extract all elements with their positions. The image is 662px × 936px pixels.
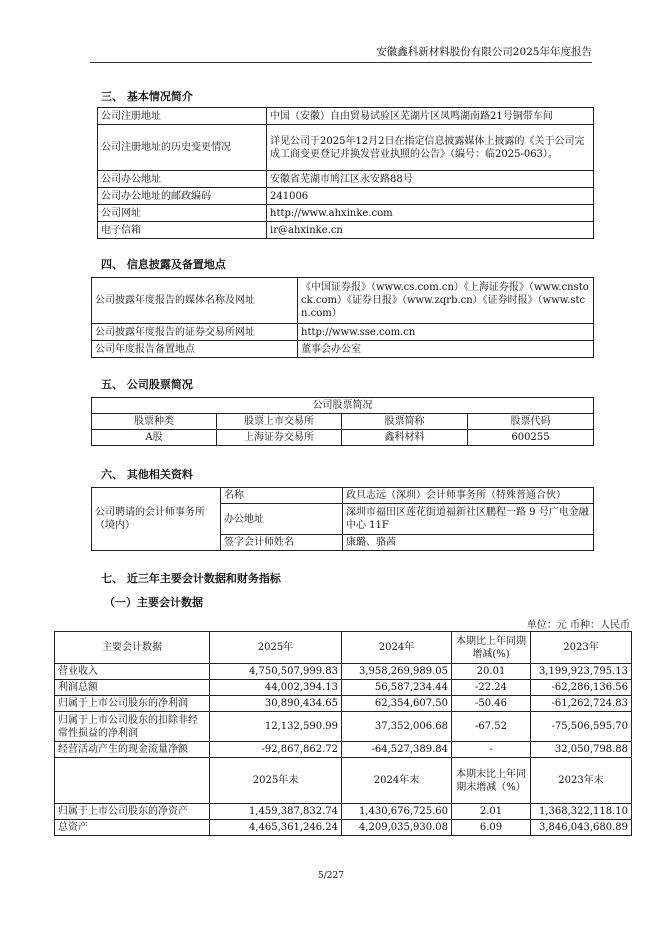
table-cell: 3,958,269,989.05	[342, 664, 452, 680]
row-value: 详见公司于2025年12月2日在指定信息披露媒体上披露的《关于公司完成工商变更登记并换发营业执照的公告》（编号：临2025-063）。	[267, 125, 594, 171]
row-label: 归属于上市公司股东的净资产	[55, 804, 210, 820]
column-header	[55, 758, 210, 804]
table-cell: 20.01	[452, 664, 531, 680]
unit-note: 单位：元 币种：人民币	[526, 620, 630, 631]
table-cell: 1,368,322,118.10	[531, 804, 632, 820]
table-row	[55, 742, 632, 758]
stock-table	[91, 397, 594, 446]
table-row	[98, 125, 594, 171]
row-label: 公司披露年度报告的证券交易所网址	[92, 324, 298, 341]
table-row	[92, 430, 594, 446]
table-row	[55, 664, 632, 680]
page-number: 5/227	[318, 871, 344, 881]
table-cell: 62,354,607.50	[342, 696, 452, 712]
table-cell: A股	[92, 430, 217, 446]
table-row	[92, 488, 594, 504]
table-cell: 1,430,676,725.60	[342, 804, 452, 820]
column-header: 2024年	[342, 632, 452, 664]
table-cell: 12,132,590.99	[210, 712, 342, 742]
row-value: 241006	[267, 188, 594, 205]
table-row	[98, 108, 594, 125]
table-row	[55, 804, 632, 820]
table-cell: 44,002,394.13	[210, 680, 342, 696]
row-label: 公司注册地址的历史变更情况	[98, 125, 267, 171]
row-label: 公司网址	[98, 205, 267, 222]
table-cell: 600255	[468, 430, 594, 446]
row-label: 归属于上市公司股东的净利润	[55, 696, 210, 712]
table-cell: -67.52	[452, 712, 531, 742]
table-row	[55, 680, 632, 696]
column-header: 2023年末	[531, 758, 632, 804]
table-cell: -61,262,724.83	[531, 696, 632, 712]
row-value: 中国（安徽）自由贸易试验区芜湖片区凤鸣湖南路21号铜带车间	[267, 108, 594, 125]
column-header: 主要会计数据	[55, 632, 210, 664]
table-row	[92, 341, 594, 358]
table-cell: -75,506,595.70	[531, 712, 632, 742]
table-row	[98, 188, 594, 205]
row-label: 公司年度报告备置地点	[92, 341, 298, 358]
table-cell: 4,209,035,930.08	[342, 820, 452, 836]
basic-info-table	[97, 107, 594, 239]
row-label: 利润总额	[55, 680, 210, 696]
table-cell: 鑫科材料	[342, 430, 468, 446]
column-header: 2025年	[210, 632, 342, 664]
disclosure-table	[91, 277, 594, 358]
row-label: 营业收入	[55, 664, 210, 680]
section-title-basic-info: 三、 基本情况简介	[101, 90, 193, 103]
table-cell: 32,050,798.88	[531, 742, 632, 758]
table-cell: 上海证券交易所	[217, 430, 342, 446]
row-label: 签字会计师姓名	[221, 535, 343, 551]
section-title-other: 六、 其他相关资料	[101, 468, 193, 481]
row-value: 董事会办公室	[298, 341, 594, 358]
table-title: 公司股票简况	[92, 398, 594, 414]
section-title-financial: 七、 近三年主要会计数据和财务指标	[101, 572, 281, 585]
column-header: 2023年	[531, 632, 632, 664]
table-row	[98, 222, 594, 239]
accountant-table	[91, 487, 594, 551]
column-header: 股票简称	[342, 414, 468, 430]
table-header-row	[55, 632, 632, 664]
column-header: 2025年末	[210, 758, 342, 804]
row-label: 公司披露年度报告的媒体名称及网址	[92, 278, 298, 324]
table-cell: 2.01	[452, 804, 531, 820]
row-label: 总资产	[55, 820, 210, 836]
section-title-disclosure: 四、 信息披露及备置地点	[101, 258, 226, 271]
table-cell: 56,587,234.44	[342, 680, 452, 696]
row-value: http://www.sse.com.cn	[298, 324, 594, 341]
table-cell: -92,867,862.72	[210, 742, 342, 758]
table-cell: 4,750,507,999.83	[210, 664, 342, 680]
row-label: 电子信箱	[98, 222, 267, 239]
row-label: 公司办公地址的邮政编码	[98, 188, 267, 205]
table-cell: 3,846,043,680.89	[531, 820, 632, 836]
table-cell: 3,199,923,795.13	[531, 664, 632, 680]
row-label: 办公地址	[221, 504, 343, 535]
table-cell: -62,286,136.56	[531, 680, 632, 696]
table-row	[98, 171, 594, 188]
row-label: 经营活动产生的现金流量净额	[55, 742, 210, 758]
table-header-row	[92, 414, 594, 430]
table-row	[55, 820, 632, 836]
table-row	[55, 712, 632, 742]
table-row	[92, 278, 594, 324]
table-cell: -	[452, 742, 531, 758]
column-header: 本期比上年同期增减(%)	[452, 632, 531, 664]
table-cell: -50.46	[452, 696, 531, 712]
subsection-title-accounting-data: （一）主要会计数据	[104, 596, 203, 609]
column-header: 2024年末	[342, 758, 452, 804]
financial-table	[54, 631, 632, 836]
row-label: 名称	[221, 488, 343, 504]
section-title-stock: 五、 公司股票简况	[101, 378, 193, 391]
column-header: 股票上市交易所	[217, 414, 342, 430]
table-row	[92, 324, 594, 341]
row-label: 公司注册地址	[98, 108, 267, 125]
table-header-row	[55, 758, 632, 804]
row-value: 深圳市福田区莲花街道福新社区鹏程一路 9 号广电金融中心 11F	[343, 504, 594, 535]
table-cell: 1,459,387,832.74	[210, 804, 342, 820]
row-value: 康璐、骆茜	[343, 535, 594, 551]
table-cell: -64,527,389.84	[342, 742, 452, 758]
row-value: 《中国证券报》（www.cs.com.cn）《上海证券报》（www.cnstock.com）《证券日报》（www.zqrb.cn）《证券时报》（www.stcn.com）	[298, 278, 594, 324]
column-header: 股票种类	[92, 414, 217, 430]
row-label: 公司办公地址	[98, 171, 267, 188]
table-row	[55, 696, 632, 712]
table-cell: -22.24	[452, 680, 531, 696]
row-value: ir@ahxinke.cn	[267, 222, 594, 239]
table-cell: 6.09	[452, 820, 531, 836]
page-header: 安徽鑫科新材料股份有限公司2025年年度报告	[90, 44, 592, 63]
group-label: 公司聘请的会计师事务所（境内）	[92, 488, 221, 551]
table-row	[98, 205, 594, 222]
row-label: 归属于上市公司股东的扣除非经常性损益的净利润	[55, 712, 210, 742]
row-value: 政旦志远（深圳）会计师事务所（特殊普通合伙）	[343, 488, 594, 504]
table-cell: 37,352,006.68	[342, 712, 452, 742]
column-header: 本期末比上年同期末增减（%）	[452, 758, 531, 804]
table-cell: 4,465,361,246.24	[210, 820, 342, 836]
table-cell: 30,890,434.65	[210, 696, 342, 712]
row-value: 安徽省芜湖市鸠江区永安路88号	[267, 171, 594, 188]
row-value: http://www.ahxinke.com	[267, 205, 594, 222]
column-header: 股票代码	[468, 414, 594, 430]
table-row	[92, 398, 594, 414]
